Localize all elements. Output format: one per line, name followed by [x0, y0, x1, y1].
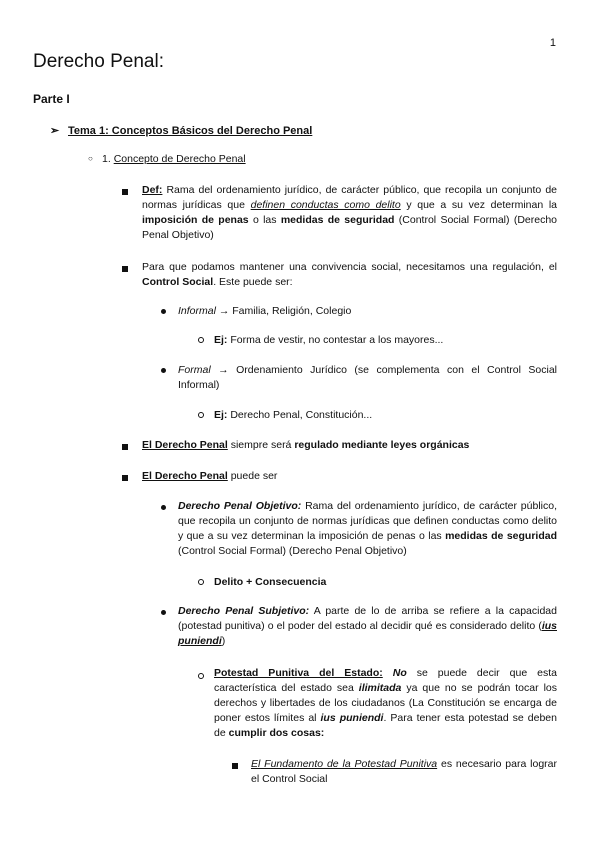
hollow-circle-bullet-icon: ○ [88, 154, 93, 163]
square-bullet-icon [122, 475, 128, 481]
square-bullet-icon [122, 266, 128, 272]
filled-circle-bullet-icon [161, 368, 166, 373]
formal-example: Ej: Derecho Penal, Constitución... [214, 409, 373, 421]
page-number: 1 [549, 37, 556, 49]
hollow-circle-bullet-icon [198, 337, 204, 343]
hollow-circle-bullet-icon [198, 673, 204, 679]
puede-ser-item: El Derecho Penal puede ser [142, 470, 278, 482]
section-label: Concepto de Derecho Penal [113, 153, 246, 165]
definition-item: Def: Rama del ordenamiento jurídico, de carácter público, que recopila un conjunto de normas jurídicas que definen conductas como delito y que a su vez determinan la imposición de penas o las medidas de seguridad (Control Social Formal) (Derecho Penal Objetivo) [142, 184, 558, 241]
part-heading: Parte I [33, 92, 70, 106]
delito-item: Delito + Consecuencia [214, 576, 327, 588]
fundamento-item: El Fundamento de la Potestad Punitiva es necesario para lograr el Control Social [251, 758, 557, 785]
square-bullet-icon [122, 444, 128, 450]
control-social-item: Para que podamos mantener una convivencia social, necesitamos una regulación, el Control Social. Este puede ser: [142, 261, 557, 288]
square-bullet-icon [232, 763, 238, 769]
informal-item: Informal → Familia, Religión, Colegio [178, 305, 352, 317]
section-number: 1. [102, 153, 111, 165]
topic-label: Tema 1: Conceptos Básicos del Derecho Penal [68, 125, 313, 137]
objetivo-item: Derecho Penal Objetivo: Rama del ordenamiento jurídico, de carácter público, que recopila un conjunto de normas jurídicas que definen conductas como delito y que a su vez determinan la imposición de penas o las medidas de seguridad (Control Social Formal) (Derecho Penal Objetivo) [178, 500, 557, 557]
section-heading [88, 153, 246, 165]
topic-heading [50, 124, 312, 137]
regulado-item: El Derecho Penal siempre será regulado mediante leyes orgánicas [142, 439, 470, 451]
filled-circle-bullet-icon [161, 610, 166, 615]
def-emphasis: definen conductas como delito [250, 199, 401, 211]
formal-item: Formal → Ordenamiento Jurídico (se complementa con el Control Social Informal) [178, 364, 557, 391]
hollow-circle-bullet-icon [198, 412, 204, 418]
filled-circle-bullet-icon [161, 505, 166, 510]
informal-example: Ej: Forma de vestir, no contestar a los mayores... [214, 334, 444, 346]
square-bullet-icon [122, 189, 128, 195]
def-term: Def: [142, 184, 163, 196]
filled-circle-bullet-icon [161, 309, 166, 314]
hollow-circle-bullet-icon [198, 579, 204, 585]
arrow-bullet-icon: ➢ [50, 125, 60, 137]
subjetivo-item: Derecho Penal Subjetivo: A parte de lo de arriba se refiere a la capacidad (potestad punitiva) o el poder del estado al decidir qué es considerado delito (ius puniendi) [178, 605, 557, 647]
page-title: Derecho Penal: [33, 51, 164, 72]
potestad-item: Potestad Punitiva del Estado: No se puede decir que esta característica del estado sea ilimitada ya que no se podrán tocar los derechos y libertades de los ciudadanos (La Constitución se encarga de poner estos límites al ius puniendi. Para tener esta potestad se deben de cumplir dos cosas: [214, 667, 557, 739]
